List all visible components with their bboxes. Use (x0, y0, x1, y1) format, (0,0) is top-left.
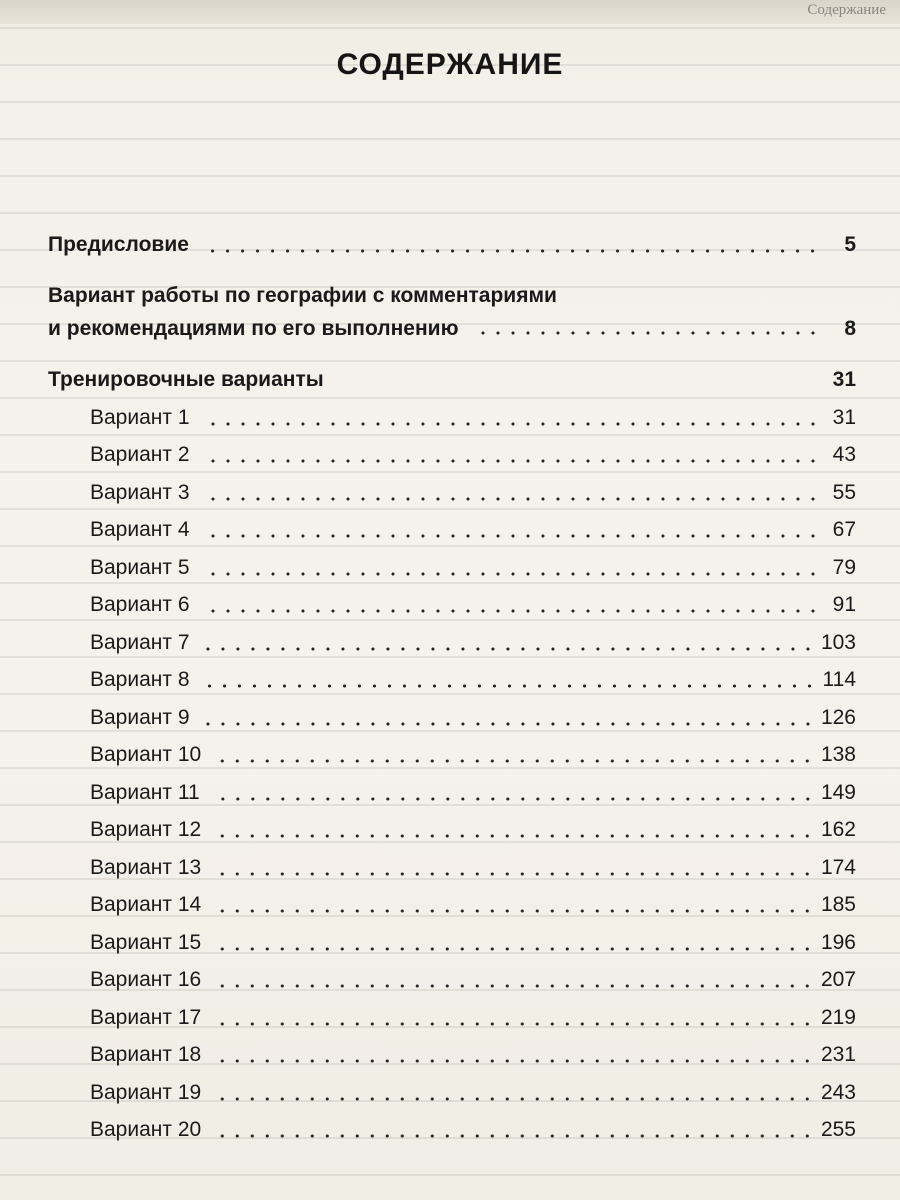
toc-entry-variant (48, 924, 856, 962)
toc-entry-variant (48, 737, 856, 775)
toc-entry-page: 243 (820, 1080, 856, 1104)
toc-entry-variant (48, 1074, 856, 1112)
toc-entry-label: Вариант 20 (90, 1118, 202, 1142)
toc-entry-label: Вариант 3 (90, 480, 190, 504)
toc-entry-label: Вариант 16 (90, 968, 202, 992)
toc-entry-label: Вариант 14 (90, 893, 202, 917)
leader-dots (213, 758, 815, 764)
toc-entry-variant (48, 474, 856, 512)
toc-entry-variant (48, 399, 856, 437)
leader-dots (202, 421, 820, 427)
toc-entry-variant (48, 1037, 856, 1075)
toc-entry-page: 138 (820, 743, 856, 767)
leader-dots (202, 646, 815, 652)
leader-dots (202, 721, 815, 727)
table-of-contents (48, 226, 856, 1149)
toc-entry-label: Предисловие (48, 232, 189, 256)
toc-entry-label: Вариант 15 (90, 930, 202, 954)
toc-entry-label: Вариант 12 (90, 818, 202, 842)
leader-dots (213, 908, 815, 914)
leader-dots (202, 608, 820, 614)
leader-dots (202, 571, 820, 577)
toc-entry-variant (48, 624, 856, 662)
toc-entry-preface (48, 226, 856, 264)
toc-entry-page: 43 (832, 443, 856, 467)
page-title: СОДЕРЖАНИЕ (336, 48, 564, 81)
toc-entry-variant (48, 849, 856, 887)
leader-dots (201, 248, 820, 254)
toc-entry-page: 185 (820, 893, 856, 917)
toc-entry-variant (48, 774, 856, 812)
toc-entry-variant (48, 549, 856, 587)
toc-entry-label: Вариант 8 (90, 668, 190, 692)
leader-dots (213, 983, 815, 989)
toc-entry-label: Вариант 11 (90, 780, 200, 804)
leader-dots (213, 1096, 815, 1102)
toc-entry-label: Вариант 2 (90, 443, 190, 467)
toc-entry-page: 79 (832, 555, 856, 579)
page-header-strip (0, 0, 900, 24)
toc-entry-label: Вариант 7 (90, 630, 190, 654)
toc-entry-page: 162 (820, 818, 856, 842)
toc-entry-label-line2: и рекомендациями по его выполнению (48, 317, 459, 340)
toc-entry-label: Тренировочные варианты (48, 368, 324, 392)
toc-entry-variant (48, 999, 856, 1037)
toc-entry-variant (48, 962, 856, 1000)
leader-dots (202, 683, 817, 689)
toc-entry-page: 149 (820, 780, 856, 804)
toc-entry-label: Вариант 1 (90, 405, 190, 429)
toc-entry-label-line1: Вариант работы по географии с комментариями (48, 284, 557, 307)
toc-entry-page: 114 (822, 668, 856, 692)
toc-entry-variant (48, 512, 856, 550)
toc-entry-page: 174 (820, 855, 856, 879)
toc-entry-label: Вариант 5 (90, 555, 190, 579)
toc-entry-label: Вариант 9 (90, 705, 190, 729)
toc-entry-variant (48, 437, 856, 475)
toc-entry-page: 219 (820, 1005, 856, 1029)
toc-entry-variant (48, 887, 856, 925)
toc-entry-label: Вариант 13 (90, 855, 202, 879)
leader-dots (213, 1058, 815, 1064)
toc-entry-label: Вариант 19 (90, 1080, 202, 1104)
leader-dots (471, 330, 820, 336)
toc-entry-page: 103 (820, 630, 856, 654)
toc-entry-variant (48, 662, 856, 700)
leader-dots (213, 1133, 815, 1139)
leader-dots (213, 871, 815, 877)
toc-entry-page: 231 (820, 1043, 856, 1067)
leader-dots (212, 796, 815, 802)
leader-dots (213, 1021, 815, 1027)
toc-entry-label: Вариант 4 (90, 518, 190, 542)
toc-entry-variant (48, 1112, 856, 1150)
toc-entry-label: Вариант 6 (90, 593, 190, 617)
toc-entry-page: 255 (820, 1118, 856, 1142)
toc-entry-label: Вариант 17 (90, 1005, 202, 1029)
toc-entry-variant (48, 699, 856, 737)
toc-entry-page: 55 (832, 480, 856, 504)
toc-entry-sample-variant (48, 280, 856, 346)
leader-dots (202, 458, 820, 464)
leader-dots (213, 833, 815, 839)
toc-entry-variant (48, 587, 856, 625)
running-title: Содержание (807, 2, 886, 18)
toc-entry-page: 8 (844, 317, 856, 340)
toc-entry-page: 196 (820, 930, 856, 954)
leader-dots (202, 496, 820, 502)
toc-entry-page: 126 (820, 705, 856, 729)
toc-entry-page: 5 (844, 232, 856, 256)
toc-entry-page: 31 (832, 405, 856, 429)
toc-entry-page: 207 (820, 968, 856, 992)
toc-entry-page: 31 (832, 368, 856, 392)
variant-list (48, 399, 856, 1149)
toc-entry-label: Вариант 10 (90, 743, 202, 767)
toc-entry-label: Вариант 18 (90, 1043, 202, 1067)
leader-dots (336, 383, 820, 389)
toc-entry-page: 91 (832, 593, 856, 617)
leader-dots (202, 533, 820, 539)
toc-entry-training (48, 362, 856, 400)
toc-entry-page: 67 (832, 518, 856, 542)
leader-dots (213, 946, 815, 952)
toc-entry-variant (48, 812, 856, 850)
